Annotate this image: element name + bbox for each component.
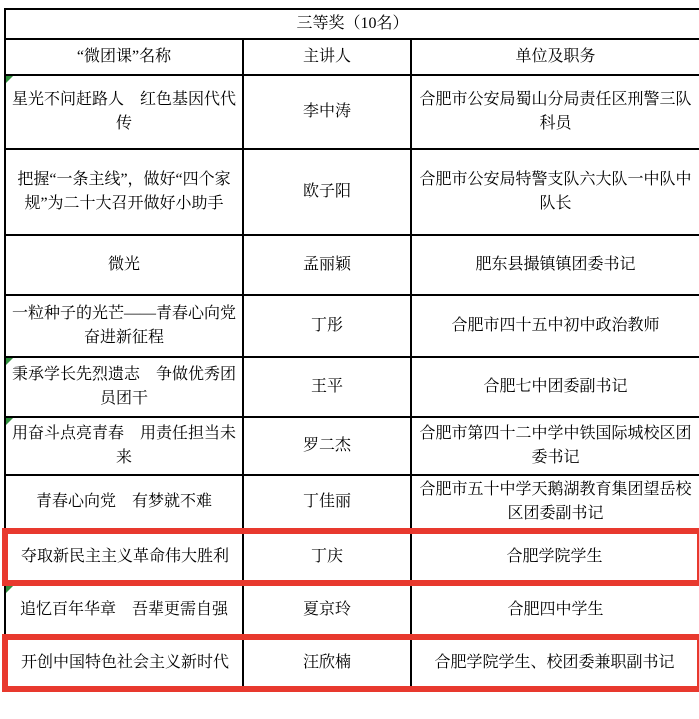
header-unit: 单位及职务 — [411, 39, 699, 75]
course-name: 星光不问赶路人 红色基因代代传 — [11, 91, 236, 132]
table-row — [5, 357, 699, 417]
unit-cell: 合肥学院学生 — [411, 531, 699, 583]
course-name-cell — [5, 295, 253, 357]
course-name-cell — [5, 637, 243, 689]
course-name: 青春心向党 有梦就不难 — [35, 493, 212, 510]
course-name: 微光 — [107, 256, 140, 273]
header-speaker: 主讲人 — [243, 39, 411, 75]
unit-cell: 合肥市公安局蜀山分局责任区刑警三队科员 — [411, 75, 699, 149]
table-row — [5, 583, 699, 637]
speaker-cell: 汪欣楠 — [243, 637, 411, 689]
speaker-cell: 李中涛 — [243, 75, 411, 149]
course-name-cell — [5, 583, 243, 637]
unit-cell: 肥东县撮镇镇团委书记 — [411, 235, 699, 295]
course-name: 开创中国特色社会主义新时代 — [20, 654, 229, 671]
course-name-cell — [5, 531, 243, 583]
table-row-highlighted — [5, 531, 699, 583]
table-title: 三等奖（10名） — [5, 9, 699, 39]
table-header-row — [5, 39, 699, 75]
table-title-row — [5, 9, 699, 39]
table-row — [5, 475, 699, 531]
course-name-cell — [5, 475, 243, 531]
course-name-cell — [5, 357, 243, 417]
green-corner-marker — [6, 358, 13, 365]
unit-cell: 合肥市第四十二中学中铁国际城校区团委书记 — [411, 417, 699, 475]
green-corner-marker — [6, 586, 13, 593]
third-prize-table — [2, 8, 699, 692]
table-row — [5, 149, 699, 235]
speaker-cell: 丁彤 — [243, 295, 411, 357]
course-name: 秉承学长先烈遗志 争做优秀团员团干 — [11, 366, 236, 407]
speaker-cell: 丁庆 — [243, 531, 411, 583]
course-name: 用奋斗点亮青春 用责任担当未来 — [11, 425, 236, 466]
course-name: 一粒种子的光芒——青春心向党 奋进新征程 — [11, 305, 253, 346]
green-corner-marker — [6, 76, 13, 83]
speaker-cell: 王平 — [243, 357, 411, 417]
table-row-highlighted — [5, 637, 699, 689]
course-name-cell — [5, 235, 243, 295]
speaker-cell: 欧子阳 — [243, 149, 411, 235]
course-name: 追忆百年华章 吾辈更需自强 — [19, 601, 228, 618]
unit-cell: 合肥四中学生 — [411, 583, 699, 637]
unit-cell: 合肥学院学生、校团委兼职副书记 — [411, 637, 699, 689]
table-row — [5, 75, 699, 149]
unit-cell: 合肥七中团委副书记 — [411, 357, 699, 417]
green-corner-marker — [6, 418, 13, 425]
header-course-name: “微团课”名称 — [5, 39, 243, 75]
speaker-cell: 罗二杰 — [243, 417, 411, 475]
table-row — [5, 417, 699, 475]
speaker-cell: 孟丽颖 — [243, 235, 411, 295]
unit-cell: 合肥市五十中学天鹅湖教育集团望岳校区团委副书记 — [411, 475, 699, 531]
speaker-cell: 夏京玲 — [243, 583, 411, 637]
speaker-cell: 丁佳丽 — [243, 475, 411, 531]
course-name-cell — [5, 75, 243, 149]
course-name-cell — [5, 417, 243, 475]
course-name: 把握“一条主线”，做好“四个家规”为二十大召开做好小助手 — [17, 171, 231, 212]
course-name: 夺取新民主主义革命伟大胜利 — [20, 548, 229, 565]
table-row — [5, 235, 699, 295]
unit-cell: 合肥市四十五中初中政治教师 — [411, 295, 699, 357]
unit-cell: 合肥市公安局特警支队六大队一中队中队长 — [411, 149, 699, 235]
table-row — [5, 295, 699, 357]
course-name-cell — [5, 149, 243, 235]
